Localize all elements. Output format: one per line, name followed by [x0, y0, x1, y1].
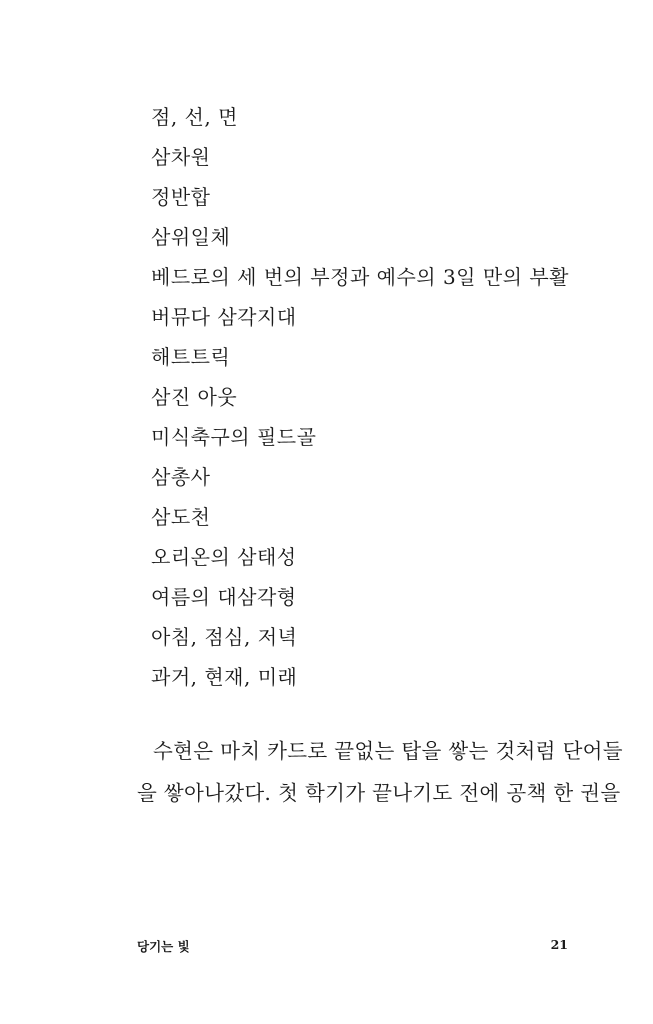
list-item: 여름의 대삼각형	[151, 585, 297, 609]
list-item: 버뮤다 삼각지대	[151, 305, 297, 329]
list-item: 미식축구의 필드골	[151, 425, 317, 449]
list-item: 삼진 아웃	[151, 385, 238, 409]
list-item: 베드로의 세 번의 부정과 예수의 3일 만의 부활	[151, 265, 569, 289]
list-item: 점, 선, 면	[151, 105, 238, 129]
list-item: 아침, 점심, 저녁	[151, 625, 298, 649]
list-item: 해트트릭	[151, 345, 231, 369]
list-item: 오리온의 삼태성	[151, 545, 297, 569]
body-paragraph	[137, 730, 623, 814]
word-list	[151, 100, 569, 700]
paragraph-line: 을 쌓아나갔다. 첫 학기가 끝나기도 전에 공책 한 권을	[137, 781, 621, 805]
list-item: 삼위일체	[151, 225, 231, 249]
paragraph-line: 수현은 마치 카드로 끝없는 탑을 쌓는 것처럼 단어들	[153, 739, 623, 763]
running-footer-title: 당기는 빛	[137, 939, 190, 954]
list-item: 과거, 현재, 미래	[151, 665, 298, 689]
page-number: 21	[550, 937, 568, 952]
list-item: 삼차원	[151, 145, 211, 169]
list-item: 삼총사	[151, 465, 211, 489]
list-item: 삼도천	[151, 505, 211, 529]
list-item: 정반합	[151, 185, 211, 209]
